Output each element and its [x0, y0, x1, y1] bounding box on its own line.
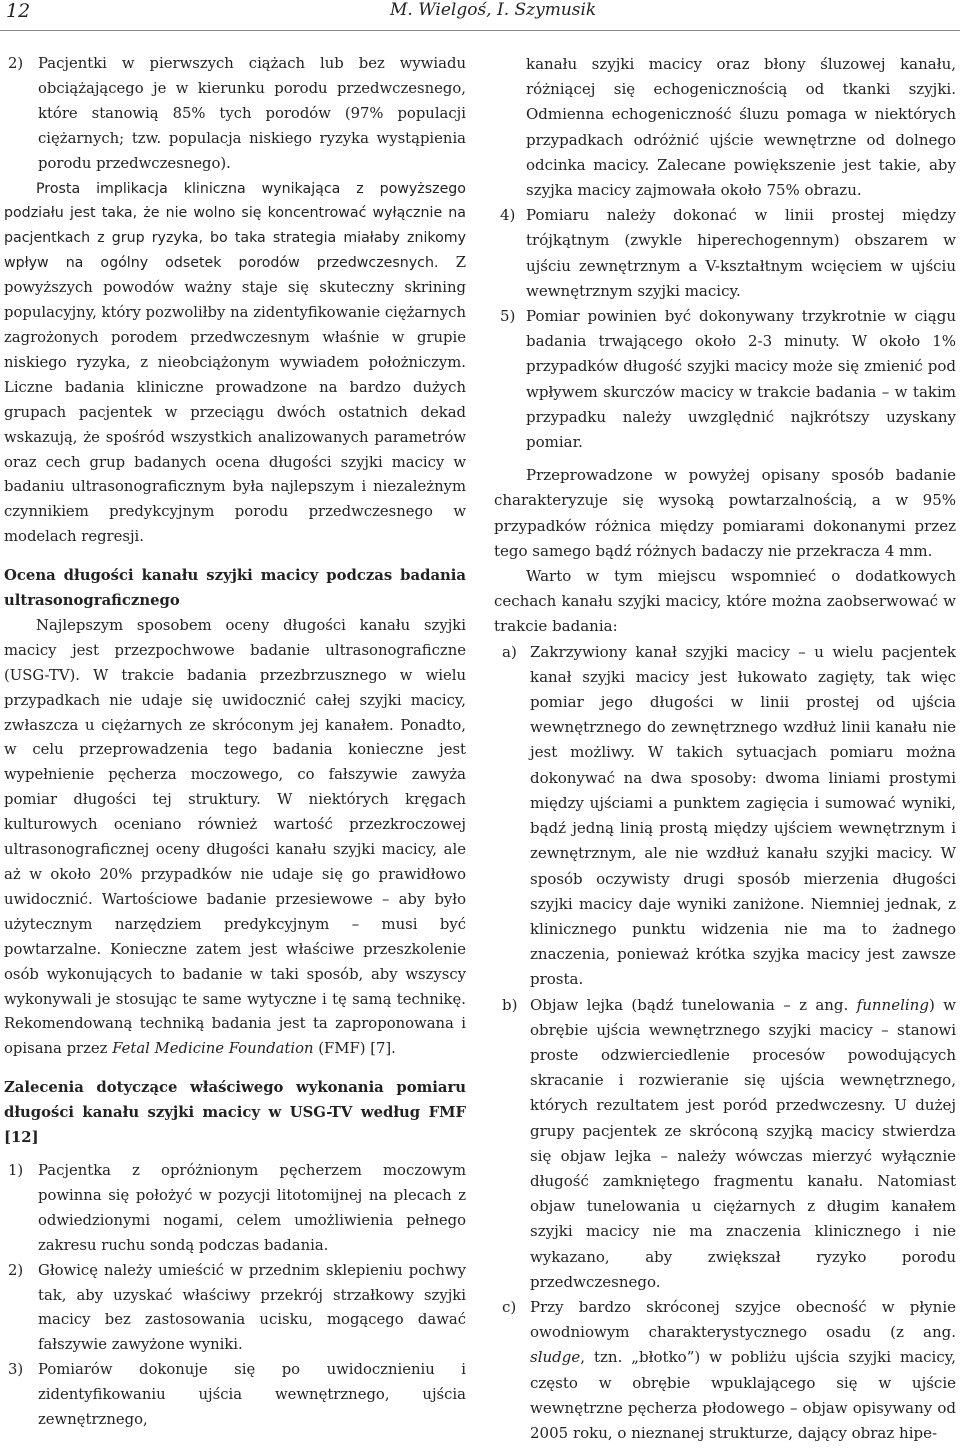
list-item	[4, 1259, 466, 1359]
right-column	[494, 52, 956, 1446]
list-item	[494, 640, 956, 993]
page-header	[0, 0, 960, 31]
recommendations-list	[4, 1159, 466, 1433]
list-item	[494, 203, 956, 304]
left-column	[4, 52, 466, 1433]
list-item-text: Głowicę należy umieścić w przednim sklepieniu pochwy tak, aby uzyskać właściwy przekrój strzałkowy szyjki macicy bez zastosowania ucisku, mogącego dawać fałszywie zawyżone wyniki.	[38, 1261, 466, 1354]
paragraph-text: Najlepszym sposobem oceny długości kanału szyjki macicy jest przezpochwowe badanie ultrasonograficzne (USG-TV). W trakcie badania przezbrzusznego w wielu przypadkach nie udaje się uwidocznić całej szyjki macicy, zwłaszcza u ciężarnych ze skróconym jej kanałem. Ponadto, w celu przeprowadzenia tego badania konieczne jest wypełnienie pęcherza moczowego, co fałszywie zawyża pomiar długości tej struktury. W niektórych kręgach kulturowych oceniano również wartość przezkroczowej ultrasonograficznej oceny długości kanału szyjki macicy, ale aż w około 20% przypadków nie udaje się go prawidłowo uwidocznić. Wartościowe badanie przesiewowe – aby było użytecznym narzędziem predykcyjnym – musi być powtarzalne. Konieczne zatem jest właściwe przeszkolenie osób wykonujących to badanie w taki sposób, aby wszyscy wykonywali je stosując te same wytyczne i tę samą technikę. Rekomendowaną techniką badania jest ta zaproponowana i opisana przez	[4, 616, 466, 1058]
recommendations-list-cont	[494, 52, 956, 455]
paragraph-reproducibility: Przeprowadzone w powyżej opisany sposób badanie charakteryzuje się wysoką powtarzalnością, a w 95% przypadków różnica między pomiarami dokonanymi przez tego samego bądź różnych badaczy nie przekracza 4 mm.	[494, 466, 956, 560]
list-item	[494, 304, 956, 455]
english-term: sludge	[530, 1348, 581, 1367]
list-item	[494, 1295, 956, 1446]
paragraph-text-end: (FMF) [7].	[313, 1040, 396, 1058]
list-marker: 2)	[8, 55, 24, 72]
list-marker: 4)	[500, 206, 516, 225]
list-item-text: Objaw lejka (bądź tunelowania – z ang.	[530, 995, 857, 1014]
fmf-name: Fetal Medicine Foundation	[112, 1040, 314, 1058]
paragraph-serif-part: Z powyższych powodów ważny staje się skuteczny skrining populacyjny, który pozwoliłby na zidentyfikowanie ciężarnych zagrożonych porodem przedwczesnym właśnie w grupie niskiego ryzyka, z nieobciążonym wywiadem położniczym. Liczne badania kliniczne prowadzone na bardzo dużych grupach pacjentek w przeciągu dwóch ostatnich dekad wskazują, że spośród wszystkich analizowanych parametrów oraz cech grup badanych ocena długości szyjki macicy w badaniu ultrasonograficznym była najlepszym i niezależnym czynnikiem predykcyjnym porodu przedwczesnego w modelach regresji.	[4, 254, 466, 546]
list-marker: 1)	[8, 1161, 24, 1179]
page-number: 12	[6, 0, 31, 22]
section-heading-cervical-length: Ocena długości kanału szyjki macicy podczas badania ultrasonograficznego	[4, 567, 466, 610]
features-list	[494, 640, 956, 1447]
list-item-text: Pomiar powinien być dokonywany trzykrotnie w ciągu badania trwającego około 2-3 minuty. W około 1% przypadków długość szyjki macicy może się zmienić pod wpływem skurczów macicy w trakcie badania – w takim przypadku należy uwzględnić najkrótszy uzyskany pomiar.	[526, 307, 956, 452]
paragraph-sans-part: Prosta implikacja kliniczna wynikająca z powyższego podziału jest taka, że nie wolno się koncentrować wyłącznie na pacjentkach z grup ryzyka, bo taka strategia miałaby znikomy wpływ na ogólny odsetek porodów przedwczesnych.	[4, 180, 466, 272]
risk-group-list	[4, 52, 466, 177]
list-item-text: Pacjentka z opróżnionym pęcherzem moczowym powinna się położyć w pozycji litotomijnej na plecach z odwiedzionymi nogami, celem umożliwienia pełnego zakresu ruchu sondą podczas badania.	[38, 1161, 466, 1254]
paragraph-usg-tv	[4, 614, 466, 1062]
list-item	[4, 1358, 466, 1433]
running-authors: M. Wielgoś, I. Szymusik	[390, 0, 597, 20]
list-item-text: Pacjentki w pierwszych ciążach lub bez wywiadu obciążającego je w kierunku porodu przedwczesnego, które stanowią 85% tych porodów (97% populacji ciężarnych; tzw. populacja niskiego ryzyka wystąpienia porodu przedwczesnego).	[38, 55, 466, 172]
paragraph-additional-features: Warto w tym miejscu wspomnieć o dodatkowych cechach kanału szyjki macicy, które można zaobserwować w trakcie badania:	[494, 567, 956, 636]
paragraph-screening	[4, 177, 466, 551]
list-item-text: kanału szyjki macicy oraz błony śluzowej kanału, różniącej się echogenicznością od tkanki szyjki. Odmienna echogeniczność śluzu pomaga w niektórych przypadkach odróżnić ujście wewnętrzne od dolnego odcinka macicy. Zalecane powiększenie jest takie, aby szyjka macicy zajmowała około 75% obrazu.	[526, 55, 956, 200]
list-item	[4, 52, 466, 177]
list-marker: 5)	[500, 307, 516, 326]
list-item	[4, 1159, 466, 1259]
list-marker: 3)	[8, 1361, 24, 1379]
list-item-text: Pomiarów dokonuje się po uwidocznieniu i zidentyfikowaniu ujścia wewnętrznego, ujścia zewnętrznego,	[38, 1361, 466, 1429]
list-marker: c)	[502, 1297, 517, 1316]
list-marker: a)	[502, 642, 517, 661]
list-item	[494, 52, 956, 203]
list-item	[494, 993, 956, 1295]
list-item-text-end: ) w obrębie ujścia wewnętrznego szyjki macicy – stanowi proste odzwierciedlenie procesów powodujących skracanie i rozwieranie się ujścia wewnętrznego, których rezultatem jest poród przedwczesny. U dużej grupy pacjentek ze skróconą szyjką macicy stwierdza się objaw lejka – należy wówczas mierzyć wyłącznie długość zamkniętego fragmentu kanału. Natomiast objaw tunelowania u ciężarnych z długim kanałem szyjki macicy nie ma znaczenia klinicznego i nie wykazano, aby zwiększał ryzyko porodu przedwczesnego.	[530, 995, 956, 1291]
list-marker: b)	[502, 995, 518, 1014]
list-item-text-end: , tzn. „błotko”) w pobliżu ujścia szyjki macicy, często w obrębie wpuklającego się w ujście wewnętrzne pęcherza płodowego – objaw opisywany od 2005 roku, o nieznanej strukturze, dający obraz hipe-	[530, 1348, 956, 1442]
section-heading-fmf-recommendations: Zalecenia dotyczące właściwego wykonania pomiaru długości kanału szyjki macicy w USG-TV według FMF [12]	[4, 1079, 466, 1147]
list-item-text: Przy bardzo skróconej szyjce obecność w płynie owodniowym charakterystycznego osadu (z ang.	[530, 1297, 956, 1342]
list-marker: 2)	[8, 1261, 24, 1279]
english-term: funneling	[856, 995, 929, 1014]
list-item-text: Pomiaru należy dokonać w linii prostej między trójkątnym (zwykle hiperechogennym) obszarem w ujściu zewnętrznym a V-kształtnym wcięciem w ujściu wewnętrznym szyjki macicy.	[526, 206, 956, 300]
list-item-text: Zakrzywiony kanał szyjki macicy – u wielu pacjentek kanał szyjki macicy jest łukowato zagięty, tak więc pomiar jego długości w linii prostej od ujścia wewnętrznego do zewnętrznego wzdłuż linii kanału nie jest możliwy. W takich sytuacjach pomiaru można dokonywać na dwa sposoby: dwoma liniami prostymi między ujściami a punktem zagięcia i sumować wyniki, bądź jedną linią prostą między ujściem wewnętrznym i zewnętrznym, ale nie wzdłuż kanału szyjki macicy. W sposób oczywisty drugi sposób mierzenia długości szyjki macicy daje wyniki zaniżone. Niemniej jednak, z klinicznego punktu widzenia nie ma to żadnego znaczenia, ponieważ krótka szyjka macicy jest zawsze prosta.	[530, 642, 956, 989]
